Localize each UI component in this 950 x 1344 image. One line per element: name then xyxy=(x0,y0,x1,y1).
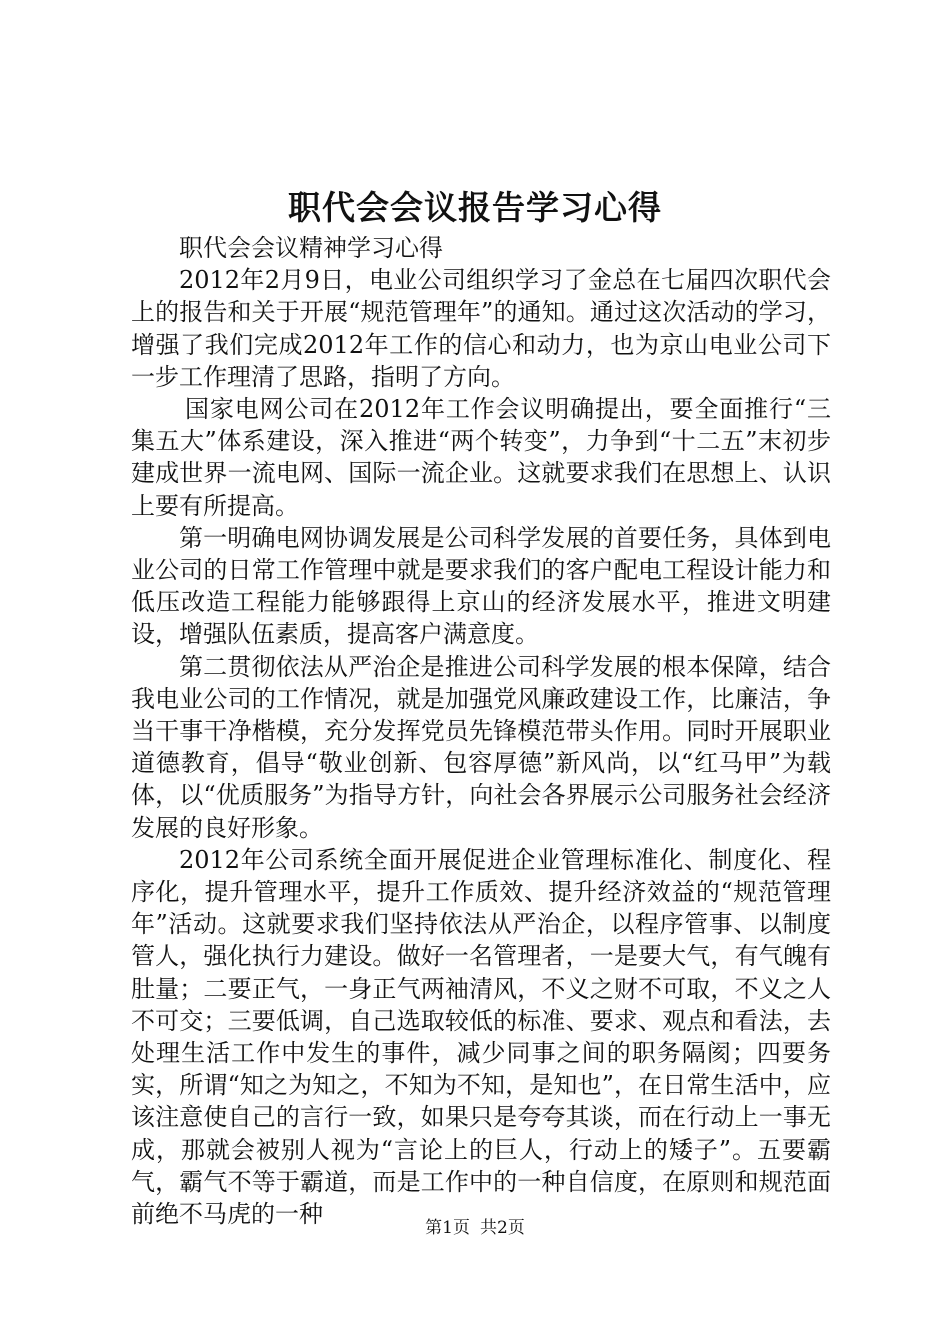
paragraph-management-year: 2012年公司系统全面开展促进企业管理标准化、制度化、程序化，提升管理水平，提升工作质效、提升经济效益的“规范管理年”活动。这就要求我们坚持依法从严治企，以程序管事、以制度管人，强化执行力建设。做好一名管理者，一是要大气，有气魄有肚量；二要正气，一身正气两袖清风，不义之财不可取，不义之人不可交；三要低调，自己选取较低的标准、要求、观点和看法，去处理生活工作中发生的事件，减少同事之间的职务隔阂；四要务实，所谓“知之为知之，不知为不知，是知也”，在日常生活中，应该注意使自己的言行一致，如果只是夸夸其谈，而在行动上一事无成，那就会被别人视为“言论上的巨人，行动上的矮子”。五要霸气，霸气不等于霸道，而是工作中的一种自信度，在原则和规范面前绝不马虎的一种 xyxy=(131,845,831,1229)
document-body xyxy=(131,232,831,1230)
paragraph-intro: 2012年2月9日，电业公司组织学习了金总在七届四次职代会上的报告和关于开展“规范管理年”的通知。通过这次活动的学习，增强了我们完成2012年工作的信心和动力，也为京山电业公司下一步工作理清了思路，指明了方向。 xyxy=(131,266,831,391)
paragraph-first-point: 第一明确电网协调发展是公司科学发展的首要任务，具体到电业公司的日常工作管理中就是要求我们的客户配电工程设计能力和低压改造工程能力能够跟得上京山的经济发展水平，推进文明建设，增强队伍素质，提高客户满意度。 xyxy=(131,523,831,649)
page-number: 第1页 xyxy=(425,1218,470,1238)
page-footer xyxy=(0,1216,950,1240)
paragraph-state-grid: 国家电网公司在2012年工作会议明确提出，要全面推行“三集五大”体系建设，深入推进“两个转变”，力争到“十二五”末初步建成世界一流电网、国际一流企业。这就要求我们在思想上、认识上要有所提高。 xyxy=(131,395,831,520)
document-title: 职代会会议报告学习心得 xyxy=(288,188,662,227)
subtitle-paragraph: 职代会会议精神学习心得 xyxy=(179,234,443,262)
paragraph-second-point: 第二贯彻依法从严治企是推进公司科学发展的根本保障，结合我电业公司的工作情况，就是加强党风廉政建设工作，比廉洁，争当干事干净楷模，充分发挥党员先锋模范带头作用。同时开展职业道德教育，倡导“敬业创新、包容厚德”新风尚，以“红马甲”为载体，以“优质服务”为指导方针，向社会各界展示公司服务社会经济发展的良好形象。 xyxy=(131,652,831,842)
page-count: 共2页 xyxy=(480,1218,525,1238)
